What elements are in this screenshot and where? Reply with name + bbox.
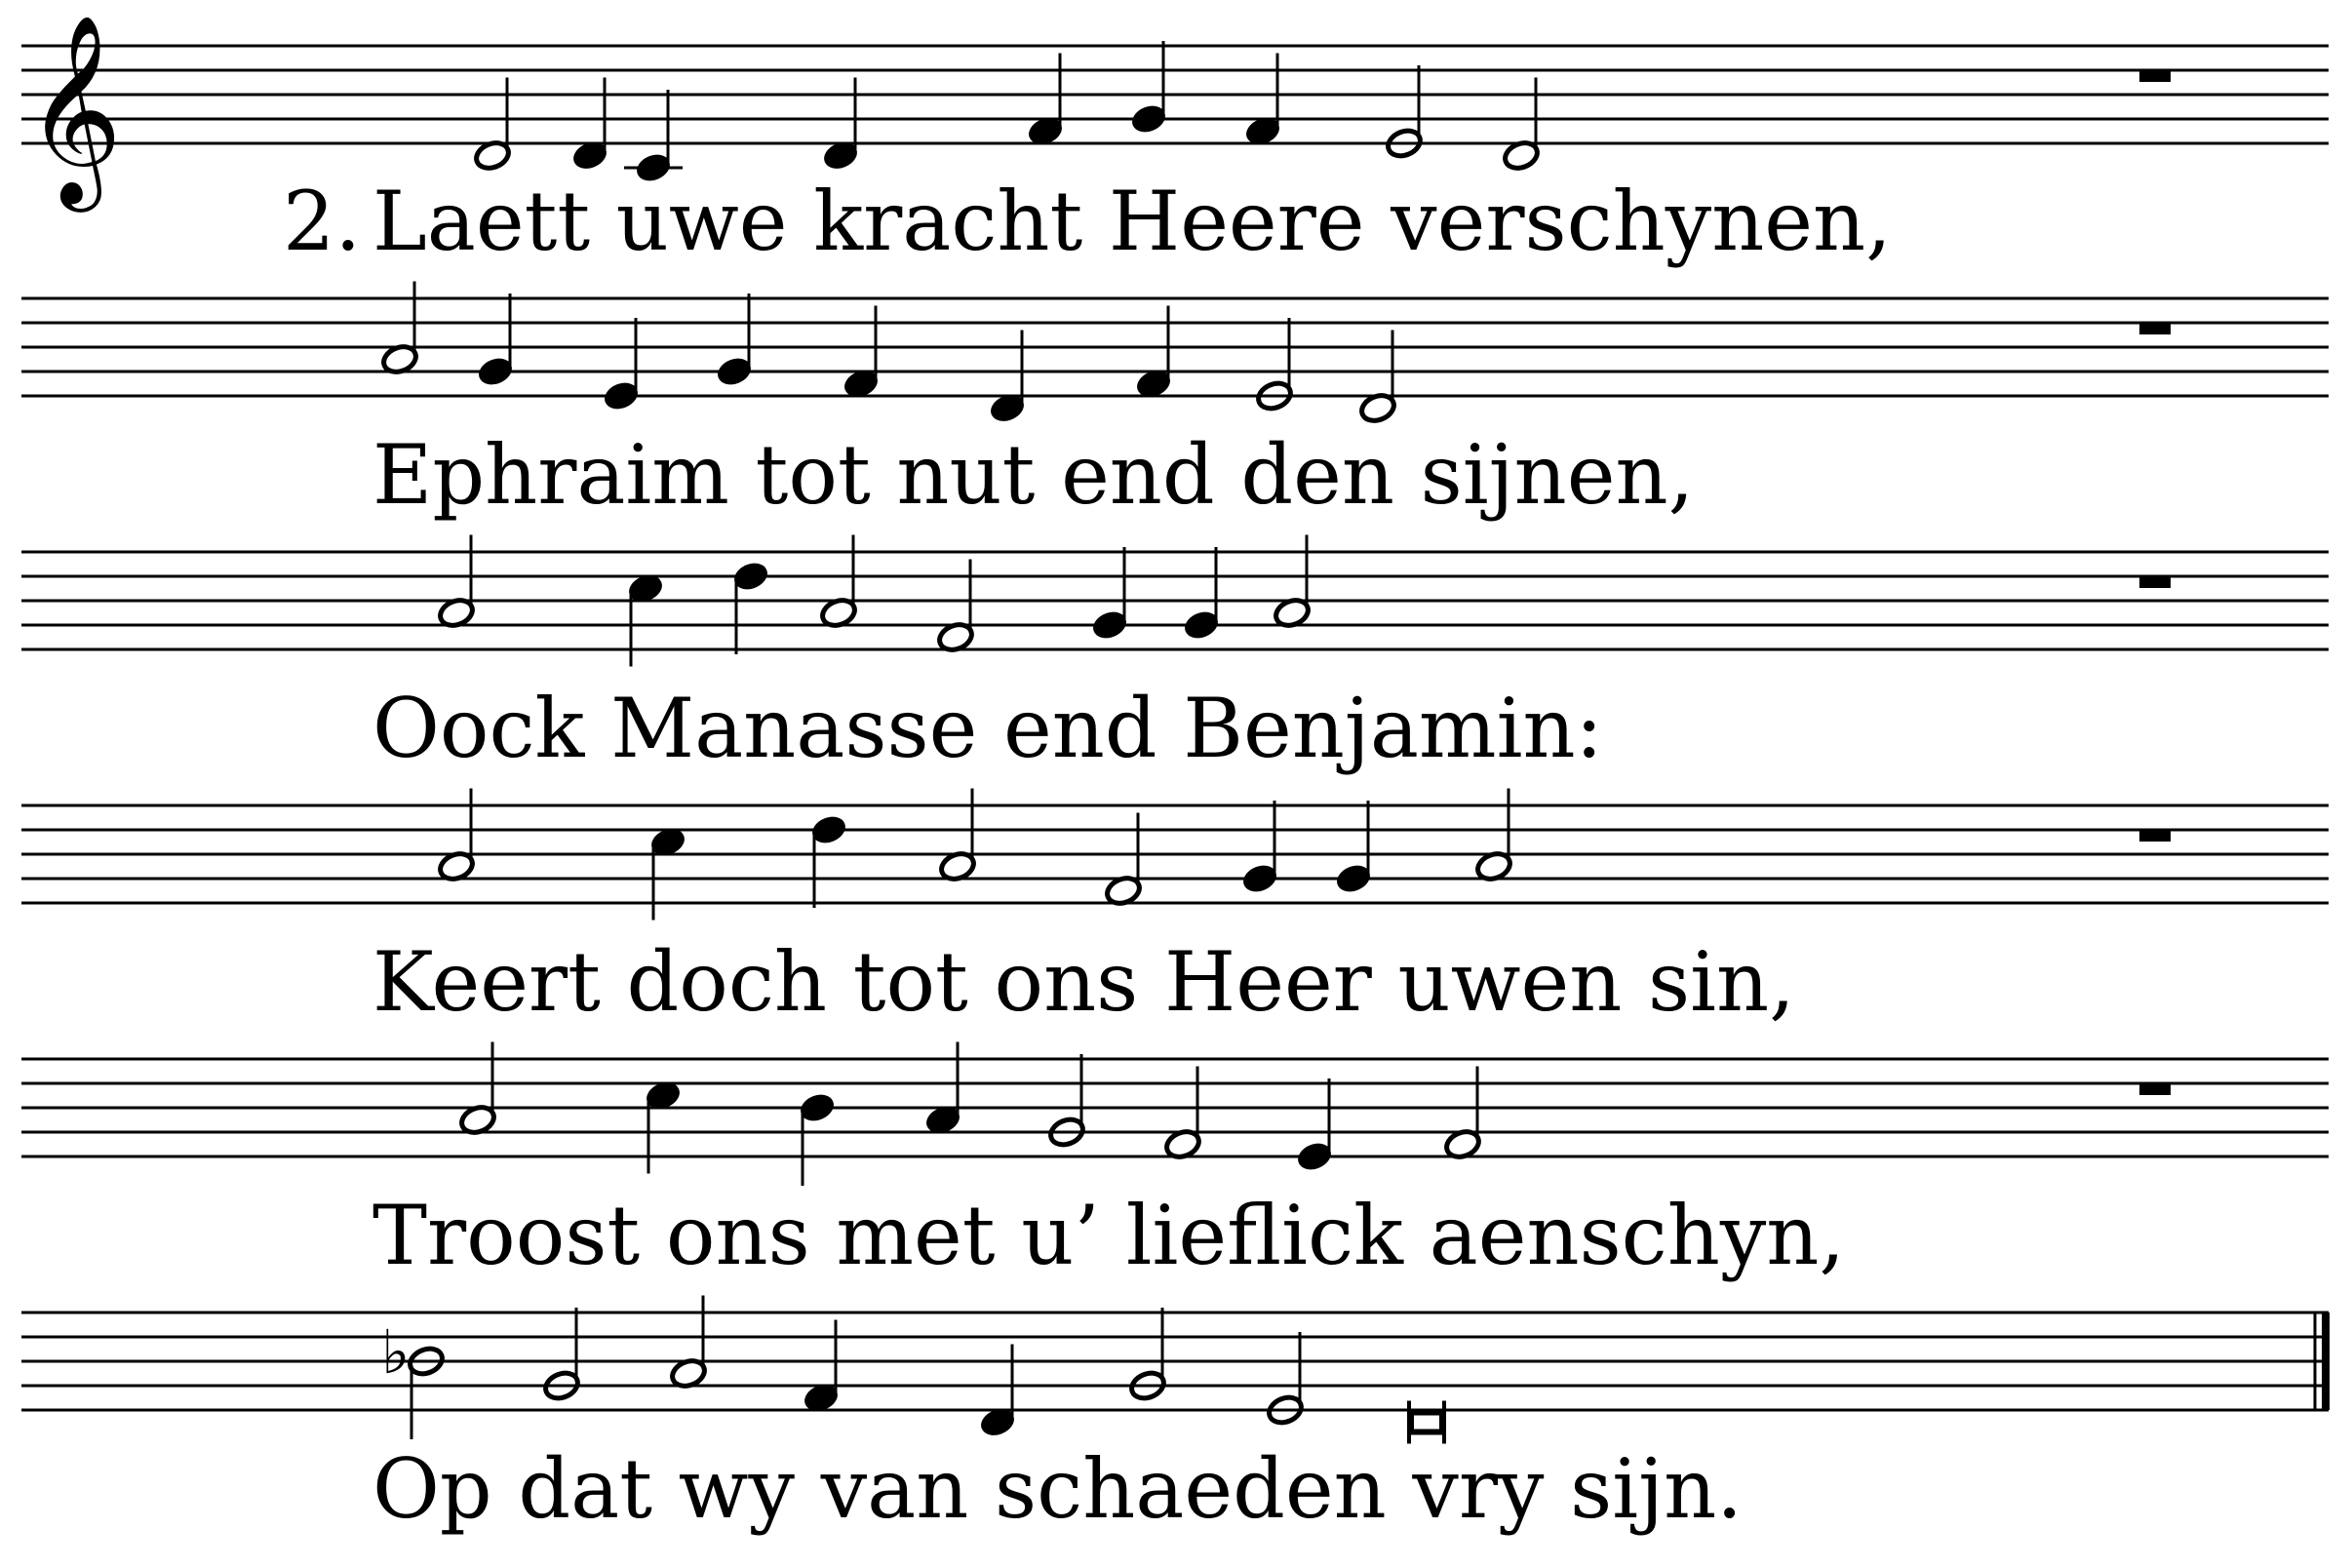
note (1129, 41, 1169, 136)
breve-notehead (1411, 1413, 1442, 1432)
note (842, 306, 882, 401)
verse-number: 2. (283, 174, 362, 269)
system-6 (21, 1296, 2330, 1538)
note (1047, 1054, 1087, 1149)
note (1240, 801, 1280, 895)
note (1163, 1067, 1203, 1161)
lyric-line-2: Ephraim tot nut end den sijnen, (372, 427, 1695, 523)
note (731, 560, 771, 654)
note (542, 1308, 582, 1402)
note (821, 78, 861, 173)
note (1474, 789, 1514, 883)
note (798, 1091, 838, 1186)
staff-3 (21, 535, 2329, 667)
note (1385, 65, 1425, 160)
note (644, 1078, 684, 1173)
note (1104, 813, 1144, 908)
system-4 (21, 789, 2329, 1031)
note (473, 78, 513, 173)
note (381, 1316, 446, 1439)
note (570, 78, 610, 173)
note (1409, 1401, 1444, 1444)
note (1295, 1078, 1335, 1173)
note (648, 825, 688, 920)
whole-rest-icon (2139, 830, 2171, 842)
lyric-line-4: Keert doch tot ons Heer uwen sin, (372, 934, 1795, 1030)
note (602, 318, 642, 412)
lyric-line-3: Oock Manasse end Benjamin: (372, 681, 1603, 776)
note (1334, 801, 1374, 895)
note (437, 535, 477, 630)
lyric-line-5: Troost ons met u’ lieflick aenschyn, (372, 1188, 1846, 1283)
note (437, 789, 477, 883)
whole-rest-icon (2139, 323, 2171, 334)
note (624, 90, 683, 184)
note (1243, 54, 1283, 148)
note (1273, 535, 1313, 630)
note (1090, 547, 1130, 642)
whole-rest-icon (2139, 70, 2171, 82)
note (819, 535, 859, 630)
note (802, 1320, 842, 1415)
note (626, 571, 666, 666)
note (1255, 318, 1295, 412)
system-2 (21, 282, 2329, 524)
system-3 (21, 535, 2329, 777)
staff-2 (21, 282, 2329, 425)
note (380, 282, 420, 376)
note (1026, 54, 1066, 148)
system-5 (21, 1042, 2329, 1284)
note (1502, 78, 1542, 173)
note (1128, 1308, 1168, 1402)
note (1266, 1332, 1306, 1427)
whole-rest-icon (2139, 576, 2171, 588)
lyric-line-6: Op dat wy van schaeden vry sijn. (372, 1441, 1743, 1537)
note (923, 1042, 963, 1137)
note (1182, 547, 1222, 642)
flat-icon: ♭ (381, 1316, 411, 1388)
note (476, 294, 516, 388)
note (936, 560, 976, 654)
whole-rest-icon (2139, 1083, 2171, 1095)
note (1134, 306, 1174, 401)
note (938, 789, 978, 883)
final-barline-thick (2322, 1313, 2330, 1410)
note (1358, 331, 1398, 425)
staff-5 (21, 1042, 2329, 1187)
lyric-line-1: Laett uwe kracht Heere verschynen, (372, 174, 1892, 269)
note (978, 1345, 1018, 1439)
note (988, 331, 1028, 425)
note (458, 1042, 498, 1137)
system-1 (21, 13, 2329, 269)
note (715, 294, 755, 388)
note (669, 1296, 709, 1391)
note (809, 813, 849, 908)
staff-6 (21, 1296, 2330, 1444)
staff-4 (21, 789, 2329, 921)
note (1443, 1067, 1483, 1161)
treble-clef-icon: 𝄞 (25, 13, 123, 204)
